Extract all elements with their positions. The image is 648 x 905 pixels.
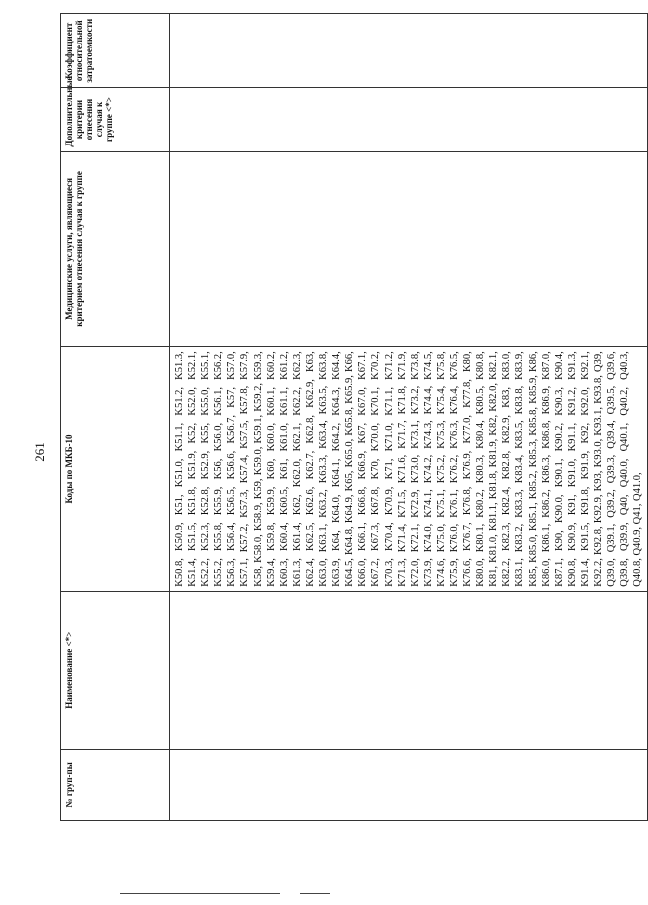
header-medical-services: Медицинские услуги, являющиеся критерием отнесения случая к группе [61, 151, 170, 347]
cell-coefficient [170, 14, 648, 88]
page-number [30, 440, 50, 464]
header-group-number: № груп-пы [61, 749, 170, 820]
footer-rule [120, 893, 280, 894]
header-extra-criteria: Дополнительные критерии отнесения случая к группе <*> [61, 88, 170, 151]
cell-icd10-codes: K50.8, K50.9, K51, K51.0, K51.1, K51.2, K51.3, K51.4, K51.5, K51.8, K51.9, K52, K52.0, K52.1, K52.2, K52.3, K52.8, K52.9, K55, K55.0, K55.1, K55.2, K55.8, K55.9, K56, K56.0, K56.1, K56.2, K56.3, K56.4, K56.5, K56.6, K56.7, K57, K57.0, K57.1, K57.2, K57.3, K57.4, K57.5, K57.8, K57.9, K58, K58.0, K58.9, K59, K59.0, K59.1, K59.2, K59.3, K59.4, K59.8, K59.9, K60, K60.0, K60.1, K60.2, K60.3, K60.4, K60.5, K61, K61.0, K61.1, K61.2, K61.3, K61.4, K62, K62.0, K62.1, K62.2, K62.3, K62.4, K62.5, K62.6, K62.7, K62.8, K62.9, K63, K63.0, K63.1, K63.2, K63.3, K63.4, K63.5, K63.8, K63.9, K64, K64.0, K64.1, K64.2, K64.3, K64.4, K64.5, K64.8, K64.9, K65, K65.0, K65.8, K65.9, K66, K66.0, K66.1, K66.8, K66.9, K67, K67.0, K67.1, K67.2, K67.3, K67.8, K70, K70.0, K70.1, K70.2, K70.3, K70.4, K70.9, K71, K71.0, K71.1, K71.2, K71.3, K71.4, K71.5, K71.6, K71.7, K71.8, K71.9, K72.0, K72.1, K72.9, K73.0, K73.1, K73.2, K73.8, K73.9, K74.0, K74.1, K74.2, K74.3, K74.4, K74.5, K74.6, K75.0, K75.1, K75.2, K75.3, K75.4, K75.8, K75.9, K76.0, K76.1, K76.2, K76.3, K76.4, K76.5, K76.6, K76.7, K76.8, K76.9, K77.0, K77.8, K80, K80.0, K80.1, K80.2, K80.3, K80.4, K80.5, K80.8, K81, K81.0, K81.1, K81.8, K81.9, K82, K82.0, K82.1, K82.2, K82.3, K82.4, K82.8, K82.9, K83, K83.0, K83.1, K83.2, K83.3, K83.4, K83.5, K83.8, K83.9, K85, K85.0, K85.1, K85.2, K85.3, K85.8, K85.9, K86, K86.0, K86.1, K86.2, K86.3, K86.8, K86.9, K87.0, K87.1, K90, K90.0, K90.1, K90.2, K90.3, K90.4, K90.8, K90.9, K91, K91.0, K91.1, K91.2, K91.3, K91.4, K91.5, K91.8, K91.9, K92, K92.0, K92.1, K92.2, K92.8, K92.9, K93, K93.0, K93.1, K93.8, Q39, Q39.0, Q39.1, Q39.2, Q39.3, Q39.4, Q39.5, Q39.6, Q39.8, Q39.9, Q40, Q40.0, Q40.1, Q40.2, Q40.3, Q40.8, Q40.9, Q41, Q41.0, [170, 347, 648, 592]
cell-name [170, 591, 648, 749]
header-name: Наименование <*> [61, 591, 170, 749]
table-header-row [61, 14, 170, 821]
cell-medical-services [170, 151, 648, 347]
cell-extra-criteria [170, 88, 648, 151]
ksg-table [60, 13, 648, 821]
rotated-table-container [60, 13, 644, 821]
cell-group-number [170, 749, 648, 820]
page-number-text: 261 [32, 442, 47, 462]
table-row [170, 14, 648, 821]
table-area [60, 13, 644, 821]
header-icd10-codes: Коды по МКБ-10 [61, 347, 170, 592]
header-coefficient: Коэффициент относительной затратоемкости [61, 14, 170, 88]
footer-rule-short [300, 893, 330, 894]
